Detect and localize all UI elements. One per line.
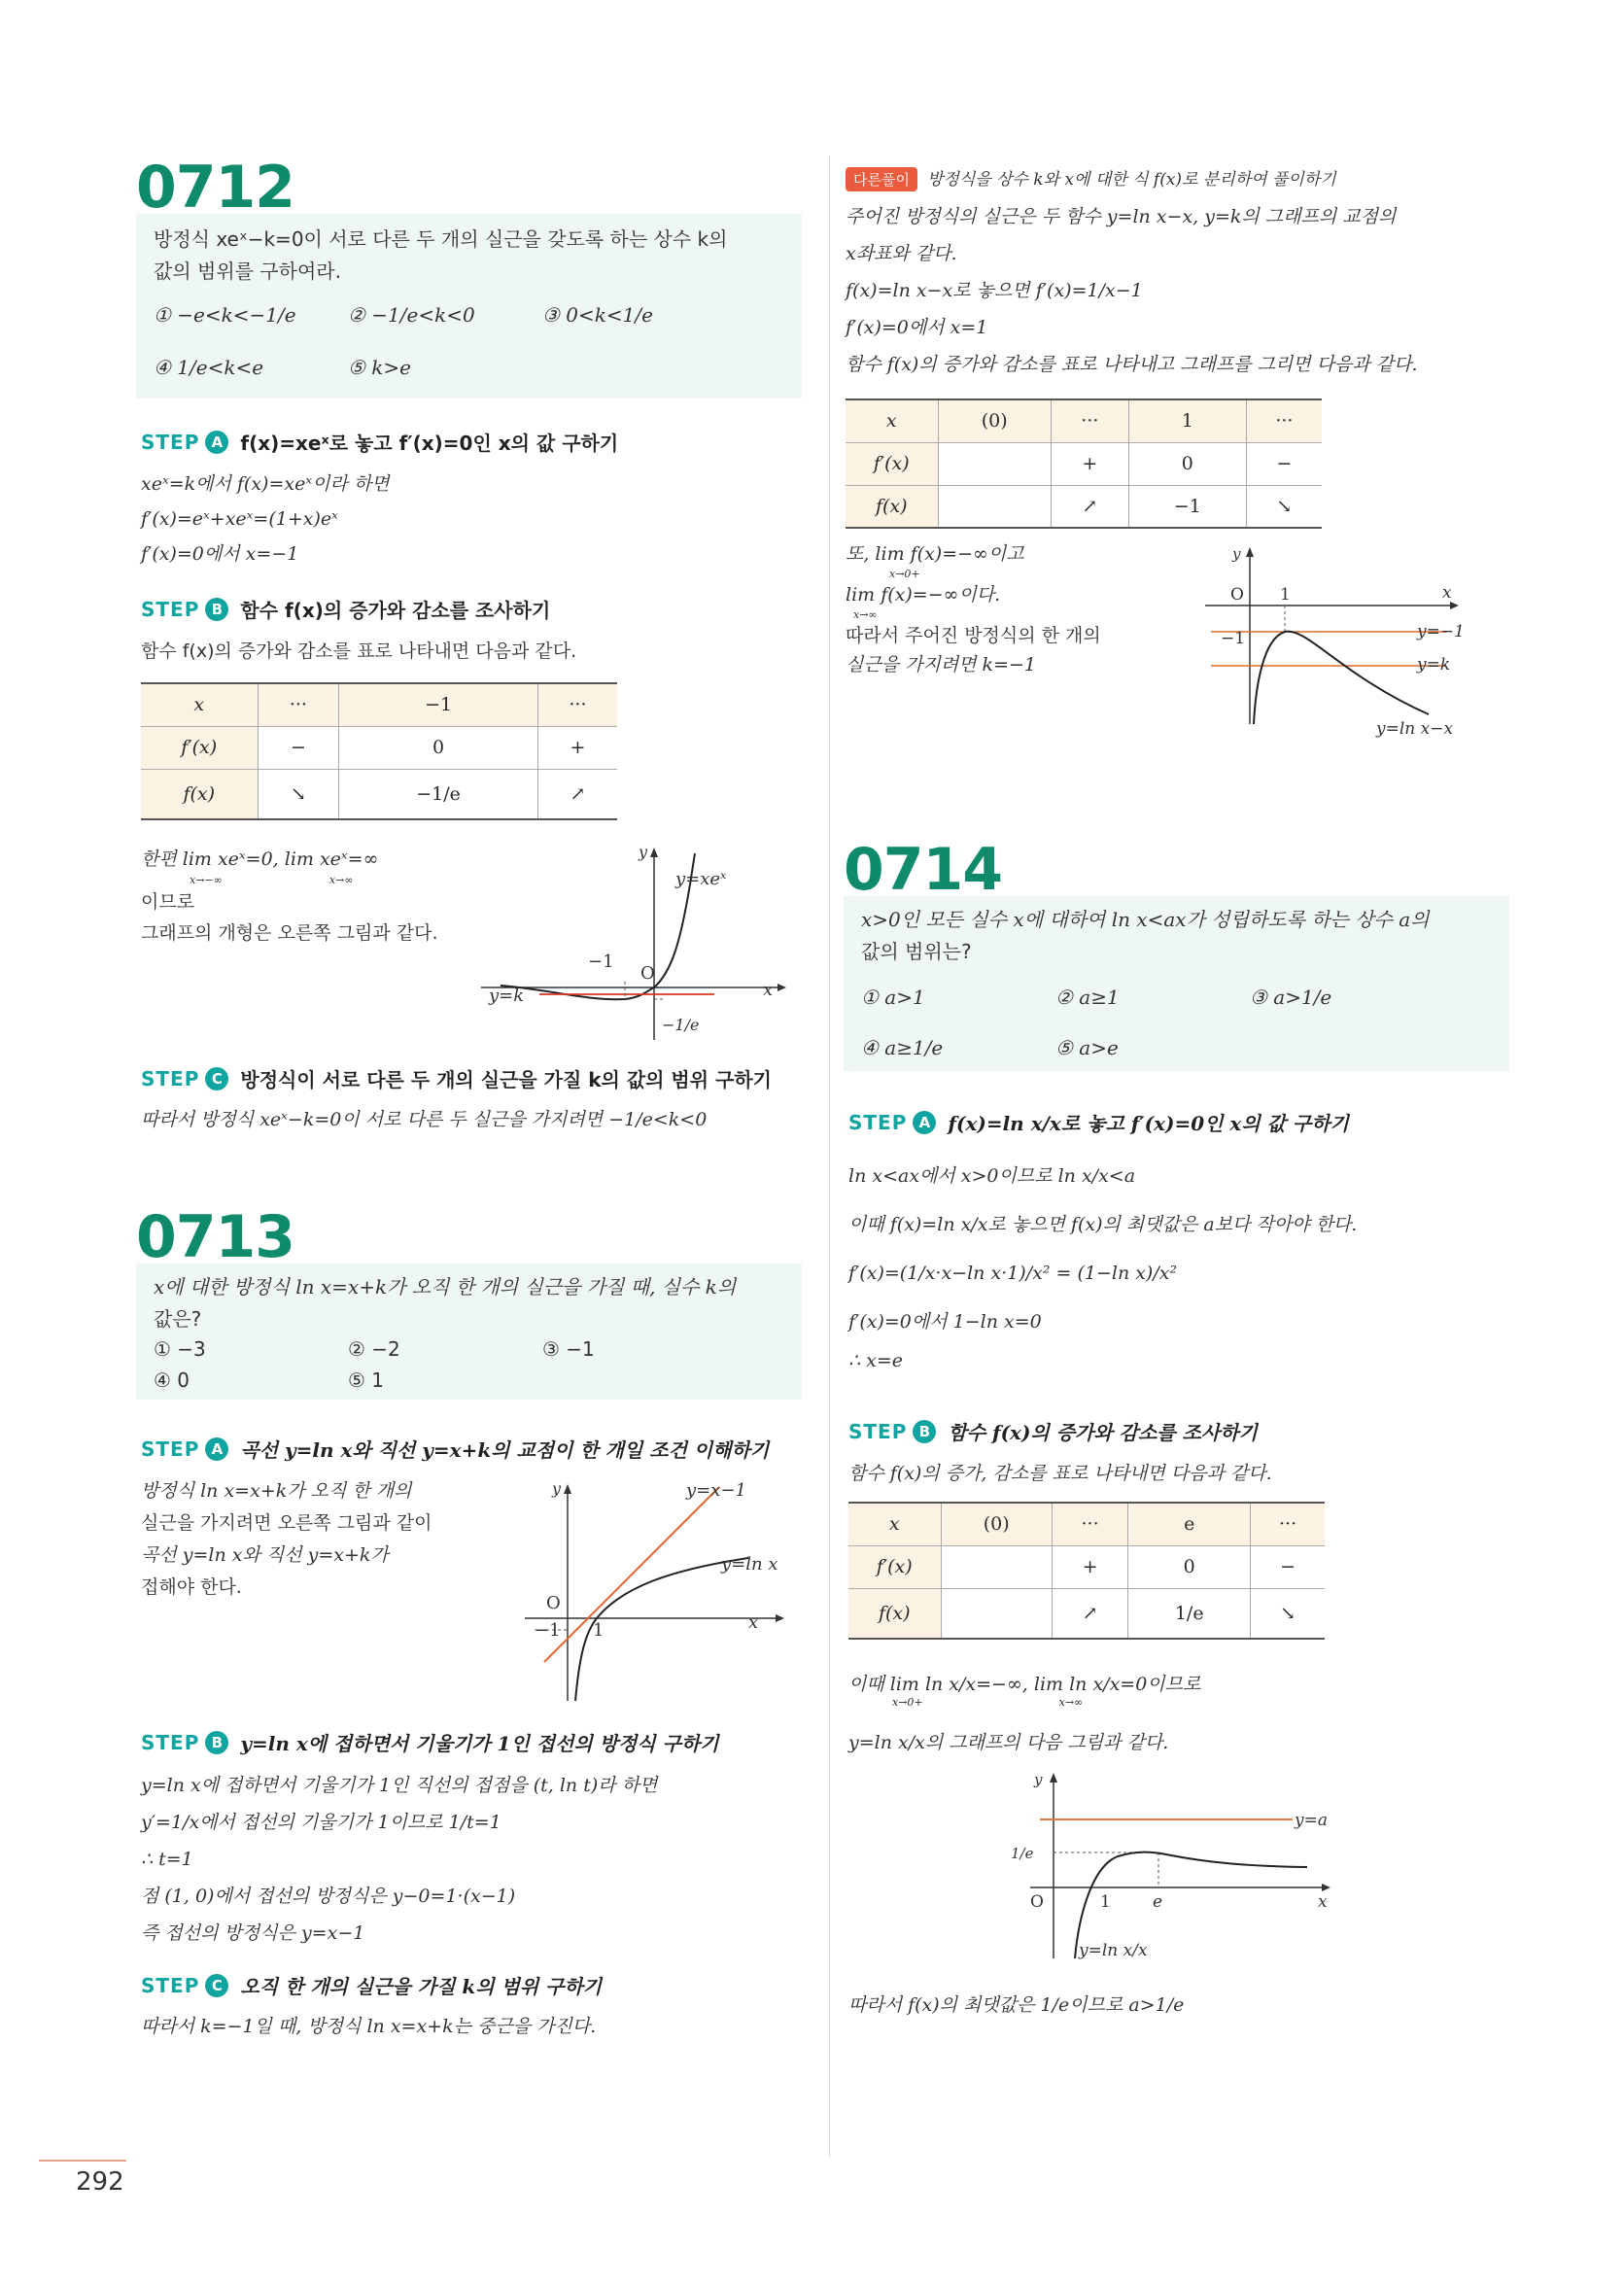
step-c-heading-0713: STEP C 오직 한 개의 실근을 가질 k의 범위 구하기 (141, 1973, 603, 1998)
step-a-heading: STEP A f(x)=xeˣ로 놓고 f′(x)=0인 x의 값 구하기 (141, 430, 619, 455)
step-a-body: xeˣ=k에서 f(x)=xeˣ이라 하면 f′(x)=eˣ+xeˣ=(1+x)eˣ f′(x)=0에서 x=−1 (141, 473, 390, 565)
option-3[interactable]: ③ 0<k<1/e (542, 303, 653, 327)
graph-0714-line-label: y=a (1295, 1811, 1328, 1830)
step-c-body-0713: 따라서 k=−1일 때, 방정식 ln x=x+k는 중근을 가진다. (141, 2016, 597, 2037)
sign-table-alt: x (0) ··· 1 ··· f′(x) + 0 − f(x) ↗ −1 ↘ (846, 398, 1322, 529)
graph-0713-y-axis: y (552, 1479, 562, 1498)
column-divider (829, 156, 830, 2158)
graph-0713-x-axis: x (748, 1612, 759, 1633)
page-number: 292 (76, 2167, 124, 2197)
graph-0714-e: e (1153, 1892, 1163, 1912)
graph-0712 (481, 836, 792, 1050)
option-5-0713[interactable]: ⑤ 1 (348, 1368, 385, 1392)
limit-subscripts-0714: x→0+ x→∞ (892, 1696, 1084, 1709)
alt-solution-header: 다른풀이 방정식을 상수 k와 x에 대한 식 f(x)로 분리하여 풀이하기 (846, 165, 1336, 191)
graph-alt-y-axis: y (1232, 545, 1241, 563)
step-c-heading: STEP C 방정식이 서로 다른 두 개의 실근을 가질 k의 값의 범위 구하기 (141, 1066, 772, 1091)
graph-alt-origin: O (1230, 585, 1244, 605)
problem-number-0714: 0714 (844, 836, 1002, 904)
graph-intro-0714: y=ln x/x의 그래프의 다음 그림과 같다. (848, 1732, 1169, 1753)
graph-0713-origin: O (546, 1593, 561, 1613)
problem-number-0713: 0713 (136, 1203, 294, 1271)
step-c-body: 따라서 방정식 xeˣ−k=0이 서로 다른 두 실근을 가지려면 −1/e<k<0 (141, 1109, 708, 1130)
graph-0712-origin: O (640, 963, 655, 984)
option-3-0713[interactable]: ③ −1 (542, 1337, 595, 1361)
limit-note: 한편 lim xeˣ=0, lim xeˣ=∞ x→−∞ x→∞ 이므로 그래프의 개형은 오른쪽 그림과 같다. (141, 848, 438, 944)
graph-0712-x-axis: x (763, 980, 774, 1000)
conclusion-0714: 따라서 f(x)의 최댓값은 1/e이므로 a>1/e (848, 1994, 1185, 2016)
problem-0712-question: 방정식 xeˣ−k=0이 서로 다른 두 개의 실근을 갖도록 하는 상수 k의 값의 범위를 구하여라. (154, 227, 728, 283)
step-b-body-0713: y=ln x에 접하면서 기울기가 1인 직선의 접점을 (t, ln t)라 하면 y′=1/x에서 접선의 기울기가 1이므로 1/t=1 ∴ t=1 점 (1, 0)에서 접선의 방정식은 y−0=1·(x−1) 즉 접선의 방정식은 y=x−1 (141, 1775, 658, 1944)
option-2[interactable]: ② −1/e<k<0 (348, 303, 475, 327)
step-b-heading-0713: STEP B y=ln x에 접하면서 기울기가 1인 접선의 방정식 구하기 (141, 1730, 719, 1755)
option-3-0714[interactable]: ③ a>1/e (1250, 986, 1332, 1009)
sign-table-0714: x (0) ··· e ··· f′(x) + 0 − f(x) ↗ 1/e ↘ (848, 1502, 1325, 1640)
graph-0714-origin: O (1030, 1892, 1044, 1912)
graph-0714-one-over-e: 1/e (1011, 1845, 1034, 1862)
step-a-heading-0713: STEP A 곡선 y=ln x와 직선 y=x+k의 교점이 한 개일 조건 이해하기 (141, 1437, 770, 1462)
graph-alt-line1: y=−1 (1417, 622, 1465, 641)
option-4-0713[interactable]: ④ 0 (154, 1368, 190, 1392)
page-number-rule (39, 2160, 126, 2162)
sign-table-0712: x ··· −1 ··· f′(x) − 0 + f(x) ↘ −1/e ↗ (141, 682, 617, 820)
graph-0714-one: 1 (1100, 1892, 1111, 1912)
graph-0714 (1011, 1769, 1341, 1973)
option-5[interactable]: ⑤ k>e (348, 356, 411, 379)
option-2-0714[interactable]: ② a≥1 (1055, 986, 1120, 1009)
graph-0713 (515, 1472, 807, 1706)
alt-solution-body: 주어진 방정식의 실근은 두 함수 y=ln x−x, y=k의 그래프의 교점의 x좌표와 같다. f(x)=ln x−x로 놓으면 f′(x)=1/x−1 f′(x)=0에서 x=1 함수 f(x)의 증가와 감소를 표로 나타내고 그래프를 그리면 다음과 같다. (846, 206, 1418, 375)
graph-alt-line2: y=k (1417, 655, 1451, 675)
graph-0712-y-axis: y (639, 843, 648, 861)
graph-0714-x-axis: x (1318, 1892, 1328, 1912)
option-4-0714[interactable]: ④ a≥1/e (861, 1036, 944, 1059)
graph-alt-one: 1 (1280, 585, 1291, 605)
graph-0712-line-label: y=k (489, 986, 525, 1006)
option-4[interactable]: ④ 1/e<k<e (154, 356, 264, 379)
graph-alt-x-axis: x (1442, 583, 1452, 603)
graph-0712-min-label: −1/e (662, 1016, 700, 1034)
problem-number-0712: 0712 (136, 154, 294, 222)
problem-0714-question: x>0인 모든 실수 x에 대하여 ln x<ax가 성립하도록 하는 상수 a의 값의 범위는? (861, 908, 1430, 963)
step-b-body: 함수 f(x)의 증가와 감소를 표로 나타내면 다음과 같다. (141, 640, 577, 662)
step-a-heading-0714: STEP A f(x)=ln x/x로 놓고 f′(x)=0인 x의 값 구하기 (848, 1110, 1349, 1135)
graph-alt (1195, 539, 1487, 739)
step-b-body-0714: 함수 f(x)의 증가, 감소를 표로 나타내면 다음과 같다. (848, 1463, 1272, 1484)
option-2-0713[interactable]: ② −2 (348, 1337, 400, 1361)
graph-0713-line-label: y=x−1 (686, 1480, 746, 1501)
option-5-0714[interactable]: ⑤ a>e (1055, 1036, 1119, 1059)
step-b-heading-0714: STEP B 함수 f(x)의 증가와 감소를 조사하기 (848, 1419, 1258, 1444)
step-a-body-0713: 방정식 ln x=x+k가 오직 한 개의 실근을 가지려면 오른쪽 그림과 같이 곡선 y=ln x와 직선 y=x+k가 접해야 한다. (141, 1480, 432, 1598)
graph-0712-curve-label: y=xeˣ (675, 869, 727, 889)
graph-0713-minus-one: −1 (535, 1620, 561, 1641)
problem-0713-question: x에 대한 방정식 ln x=x+k가 오직 한 개의 실근을 가질 때, 실수 k의 값은? (154, 1275, 737, 1331)
graph-0714-y-axis: y (1034, 1771, 1043, 1788)
graph-alt-curve-label: y=ln x−x (1376, 719, 1454, 739)
step-b-heading: STEP B 함수 f(x)의 증가와 감소를 조사하기 (141, 597, 551, 622)
graph-0714-curve-label: y=ln x/x (1079, 1941, 1148, 1960)
graph-alt-minus-one: −1 (1221, 629, 1246, 648)
limit-line-0714: 이때 lim ln x/x=−∞, lim ln x/x=0이므로 (848, 1674, 1201, 1695)
graph-0712-minus-one: −1 (588, 952, 614, 972)
option-1-0714[interactable]: ① a>1 (861, 986, 925, 1009)
graph-0713-one: 1 (593, 1620, 605, 1641)
step-a-body-0714: ln x<ax에서 x>0이므로 ln x/x<a 이때 f(x)=ln x/x로 놓으면 f(x)의 최댓값은 a보다 작아야 한다. f′(x)=(1/x·x−ln x·1)/x² = (1−ln x)/x² f′(x)=0에서 1−ln x=0 ∴ x=e (848, 1165, 1358, 1371)
option-1-0713[interactable]: ① −3 (154, 1337, 206, 1361)
option-1[interactable]: ① −e<k<−1/e (154, 303, 296, 327)
graph-0713-curve-label: y=ln x (721, 1554, 778, 1575)
alt-badge: 다른풀이 (846, 167, 917, 191)
alt-note: 또, lim f(x)=−∞이고 x→0+ lim f(x)=−∞이다. x→∞ 따라서 주어진 방정식의 한 개의 실근을 가지려면 k=−1 (846, 543, 1101, 675)
